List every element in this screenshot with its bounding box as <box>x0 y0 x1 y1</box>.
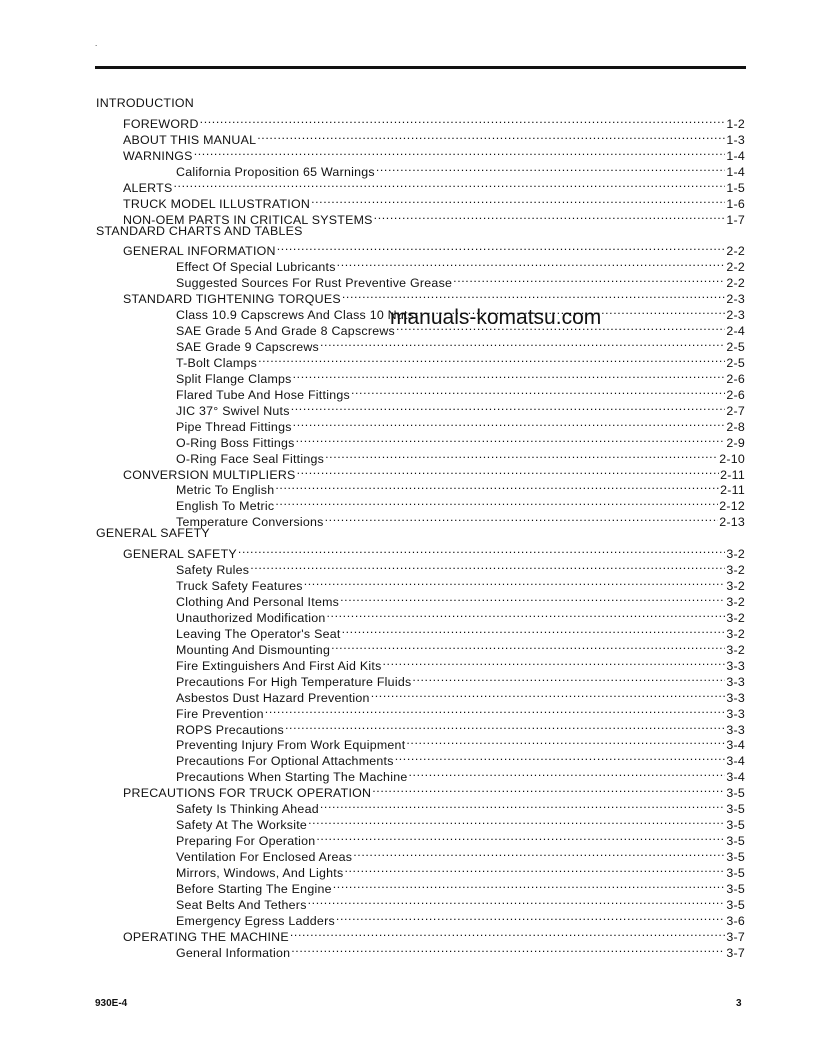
toc-entry-title: Safety Rules <box>176 563 250 578</box>
toc-dot-leader <box>291 399 726 415</box>
toc-dot-leader <box>412 670 725 686</box>
toc-entry[interactable] <box>96 542 745 562</box>
toc-entry-title: O-Ring Boss Fittings <box>176 435 295 450</box>
toc-dot-leader <box>453 271 725 287</box>
toc-dot-leader <box>372 781 725 797</box>
toc-page-number: 1-3 <box>726 132 745 147</box>
toc-page-number: 3-2 <box>726 547 745 562</box>
toc-page-number: 3-2 <box>726 642 745 657</box>
header-mark: . <box>95 39 98 48</box>
toc-page-number: 3-7 <box>726 929 745 944</box>
toc-entry-title: SAE Grade 5 And Grade 8 Capscrews <box>176 324 395 339</box>
toc-entry-title: Mirrors, Windows, And Lights <box>176 865 344 880</box>
toc-entry-title: NON-OEM PARTS IN CRITICAL SYSTEMS <box>123 212 373 227</box>
toc-page-number: 2-2 <box>726 244 745 259</box>
toc-dot-leader <box>333 877 726 893</box>
toc-page-number: 2-7 <box>726 403 745 418</box>
toc-page-number: 2-9 <box>726 435 745 450</box>
toc-page-number: 3-2 <box>726 595 745 609</box>
toc-page-number: 2-11 <box>720 483 745 498</box>
toc-dot-leader <box>337 255 726 271</box>
toc-dot-leader <box>383 654 726 670</box>
toc-entry-title: Precautions For High Temperature Fluids <box>176 674 412 689</box>
toc-page-number: 3-5 <box>726 850 745 864</box>
toc-entry-title: OPERATING THE MACHINE <box>123 929 289 944</box>
toc-entry-title: Clothing And Personal Items <box>176 595 340 609</box>
toc-dot-leader <box>374 208 726 224</box>
toc-dot-leader <box>257 128 725 144</box>
toc-entry-title: English To Metric <box>176 499 275 514</box>
toc-entry[interactable] <box>96 239 745 259</box>
toc-page-number: 3-5 <box>726 834 745 849</box>
toc-page-number: 1-4 <box>726 148 745 163</box>
toc-entry-title: ABOUT THIS MANUAL <box>123 132 257 147</box>
toc-entry-title: T-Bolt Clamps <box>176 355 258 370</box>
footer-doc-id: 930E-4 <box>95 998 128 1009</box>
toc-page-number: 3-3 <box>726 658 745 673</box>
toc-page-number: 3-3 <box>726 722 745 737</box>
toc-entry-title: WARNINGS <box>123 148 193 163</box>
toc-page-number: 2-13 <box>719 515 745 530</box>
toc-entry-title: SAE Grade 9 Capscrews <box>176 340 319 354</box>
toc-entry-title: Suggested Sources For Rust Preventive Grease <box>176 276 453 291</box>
toc-page-number: 2-8 <box>726 419 745 434</box>
table-of-contents <box>96 96 745 960</box>
toc-dot-leader <box>285 718 725 734</box>
toc-page-number: 3-3 <box>726 674 745 689</box>
toc-dot-leader <box>325 447 718 463</box>
toc-entry-title: GENERAL INFORMATION <box>123 244 276 259</box>
toc-dot-leader <box>293 367 726 383</box>
toc-dot-leader <box>291 941 725 957</box>
toc-entry-title: Split Flange Clamps <box>176 371 292 386</box>
toc-dot-leader <box>258 351 725 367</box>
toc-dot-leader <box>342 622 726 638</box>
toc-entry-title: Ventilation For Enclosed Areas <box>176 850 353 864</box>
toc-page-number: 3-5 <box>726 897 745 912</box>
toc-entry-title: Asbestos Dust Hazard Prevention <box>176 690 370 705</box>
toc-entry-title: STANDARD TIGHTENING TORQUES <box>123 292 341 307</box>
toc-entry-title: Truck Safety Features <box>176 579 303 594</box>
toc-dot-leader <box>308 813 725 829</box>
toc-dot-leader <box>340 590 725 606</box>
toc-entry[interactable] <box>96 144 745 163</box>
toc-section-heading <box>96 96 745 112</box>
toc-page-number: 3-2 <box>726 626 745 641</box>
toc-entry-title: GENERAL SAFETY <box>123 547 237 562</box>
toc-page-number: 3-5 <box>726 865 745 880</box>
toc-dot-leader <box>316 829 725 845</box>
toc-dot-leader <box>297 463 720 479</box>
toc-entry-title: Seat Belts And Tethers <box>176 897 307 912</box>
toc-page-number: 2-11 <box>720 467 745 482</box>
toc-page-number: 2-3 <box>726 292 745 307</box>
toc-page-number: 2-6 <box>726 387 745 402</box>
toc-entry-title: Emergency Egress Ladders <box>176 913 335 928</box>
toc-dot-leader <box>200 112 726 128</box>
toc-page-number: 1-2 <box>726 116 745 131</box>
toc-dot-leader <box>250 558 725 574</box>
toc-entry-title: JIC 37° Swivel Nuts <box>176 403 290 418</box>
toc-dot-leader <box>336 909 725 925</box>
toc-entry-title: ROPS Precautions <box>176 722 284 737</box>
toc-dot-leader <box>325 510 719 526</box>
toc-dot-leader <box>275 479 719 495</box>
toc-entry-title: Mounting And Dismounting <box>176 642 331 657</box>
toc-entry-title: FOREWORD <box>123 116 199 131</box>
toc-entry-title: Safety At The Worksite <box>176 818 308 833</box>
footer-page-number: 3 <box>736 998 742 1009</box>
toc-entry-title: Precautions When Starting The Machine <box>176 770 408 785</box>
toc-page-number: 1-4 <box>726 164 745 179</box>
toc-page-number: 2-2 <box>726 276 745 291</box>
toc-dot-leader <box>351 383 725 399</box>
toc-entry-title: Temperature Conversions <box>176 515 324 530</box>
toc-dot-leader <box>290 925 725 941</box>
toc-entry-title: TRUCK MODEL ILLUSTRATION <box>123 196 311 211</box>
toc-dot-leader <box>320 335 725 351</box>
toc-page-number: 2-2 <box>726 260 745 275</box>
toc-page-number: 1-6 <box>726 196 745 211</box>
toc-page-number: 3-7 <box>726 945 745 960</box>
toc-dot-leader <box>327 606 726 622</box>
toc-page-number: 3-2 <box>726 579 745 594</box>
toc-page-number: 1-5 <box>726 180 745 195</box>
toc-entry-title: Safety Is Thinking Ahead <box>176 802 319 817</box>
toc-entry-title: Unauthorized Modification <box>176 610 326 625</box>
toc-entry-title: Class 10.9 Capscrews And Class 10 Nuts <box>176 308 415 323</box>
header-rule <box>95 66 746 69</box>
toc-entry-title: Precautions For Optional Attachments <box>176 754 394 769</box>
toc-page-number: 2-3 <box>726 308 745 323</box>
toc-dot-leader <box>265 702 726 718</box>
toc-dot-leader <box>371 686 726 702</box>
toc-dot-leader <box>395 749 726 765</box>
toc-entry-title: General Information <box>176 945 291 960</box>
toc-page-number: 3-3 <box>726 690 745 705</box>
toc-entry[interactable] <box>96 160 745 179</box>
toc-page-number: 2-6 <box>726 371 745 386</box>
toc-entry[interactable] <box>96 112 745 131</box>
toc-dot-leader <box>304 574 726 590</box>
toc-entry[interactable] <box>96 176 745 195</box>
toc-entry-title: Pipe Thread Fittings <box>176 419 292 434</box>
toc-dot-leader <box>293 415 726 431</box>
toc-page-number: 3-5 <box>726 802 745 817</box>
toc-page-number: 2-10 <box>719 451 745 466</box>
toc-dot-leader <box>173 176 725 192</box>
toc-page-number: 3-3 <box>726 706 745 721</box>
toc-page-number: 2-5 <box>726 340 745 354</box>
toc-entry-title: Fire Prevention <box>176 706 264 721</box>
toc-page-number: 3-5 <box>726 818 745 833</box>
toc-entry-title: Preparing For Operation <box>176 834 316 849</box>
toc-page-number: 3-6 <box>726 913 745 928</box>
toc-page-number: 2-4 <box>726 324 745 339</box>
toc-entry-title: PRECAUTIONS FOR TRUCK OPERATION <box>123 786 372 801</box>
toc-page-number: 3-4 <box>726 754 745 769</box>
toc-dot-leader <box>344 861 725 877</box>
toc-entry[interactable] <box>96 192 745 211</box>
toc-dot-leader <box>320 797 725 813</box>
toc-dot-leader <box>408 765 725 781</box>
toc-entry-title: O-Ring Face Seal Fittings <box>176 451 325 466</box>
toc-page-number: 3-4 <box>726 738 745 753</box>
toc-section-heading <box>96 224 745 240</box>
toc-entry-title: GENERAL SAFETY <box>96 526 210 541</box>
toc-dot-leader <box>277 239 726 255</box>
toc-dot-leader <box>238 542 725 558</box>
toc-dot-leader <box>353 845 725 861</box>
toc-section-heading <box>96 526 745 542</box>
toc-entry-title: CONVERSION MULTIPLIERS <box>123 467 296 482</box>
toc-dot-leader <box>275 494 718 510</box>
toc-dot-leader <box>376 160 726 176</box>
toc-dot-leader <box>296 431 726 447</box>
toc-dot-leader <box>311 192 725 208</box>
toc-dot-leader <box>308 893 726 909</box>
toc-entry-title: ALERTS <box>123 180 173 195</box>
toc-page-number: 2-5 <box>726 355 745 370</box>
toc-dot-leader <box>406 734 725 750</box>
toc-dot-leader <box>342 287 725 303</box>
toc-page-number: 3-5 <box>726 881 745 896</box>
toc-page-number: 3-2 <box>726 563 745 578</box>
toc-page-number: 3-5 <box>726 786 745 801</box>
toc-entry-title: Effect Of Special Lubricants <box>176 260 336 275</box>
toc-dot-leader <box>194 144 726 160</box>
toc-entry-title: California Proposition 65 Warnings <box>176 164 375 179</box>
toc-entry-title: Preventing Injury From Work Equipment <box>176 738 406 753</box>
toc-entry-title: Leaving The Operator's Seat <box>176 626 341 641</box>
toc-dot-leader <box>331 638 725 654</box>
toc-entry-title: INTRODUCTION <box>96 96 194 110</box>
toc-page-number: 1-7 <box>726 212 745 227</box>
toc-page-number: 3-2 <box>726 610 745 625</box>
toc-page-number: 2-12 <box>719 499 745 514</box>
toc-entry-title: Flared Tube And Hose Fittings <box>176 387 350 402</box>
toc-entry-title: Metric To English <box>176 483 275 498</box>
toc-entry-title: Fire Extinguishers And First Aid Kits <box>176 658 382 673</box>
toc-entry-title: Before Starting The Engine <box>176 881 332 896</box>
watermark: manuals-komatsu.com <box>390 306 602 329</box>
toc-entry-title: STANDARD CHARTS AND TABLES <box>96 223 303 238</box>
toc-page-number: 3-4 <box>726 770 745 785</box>
